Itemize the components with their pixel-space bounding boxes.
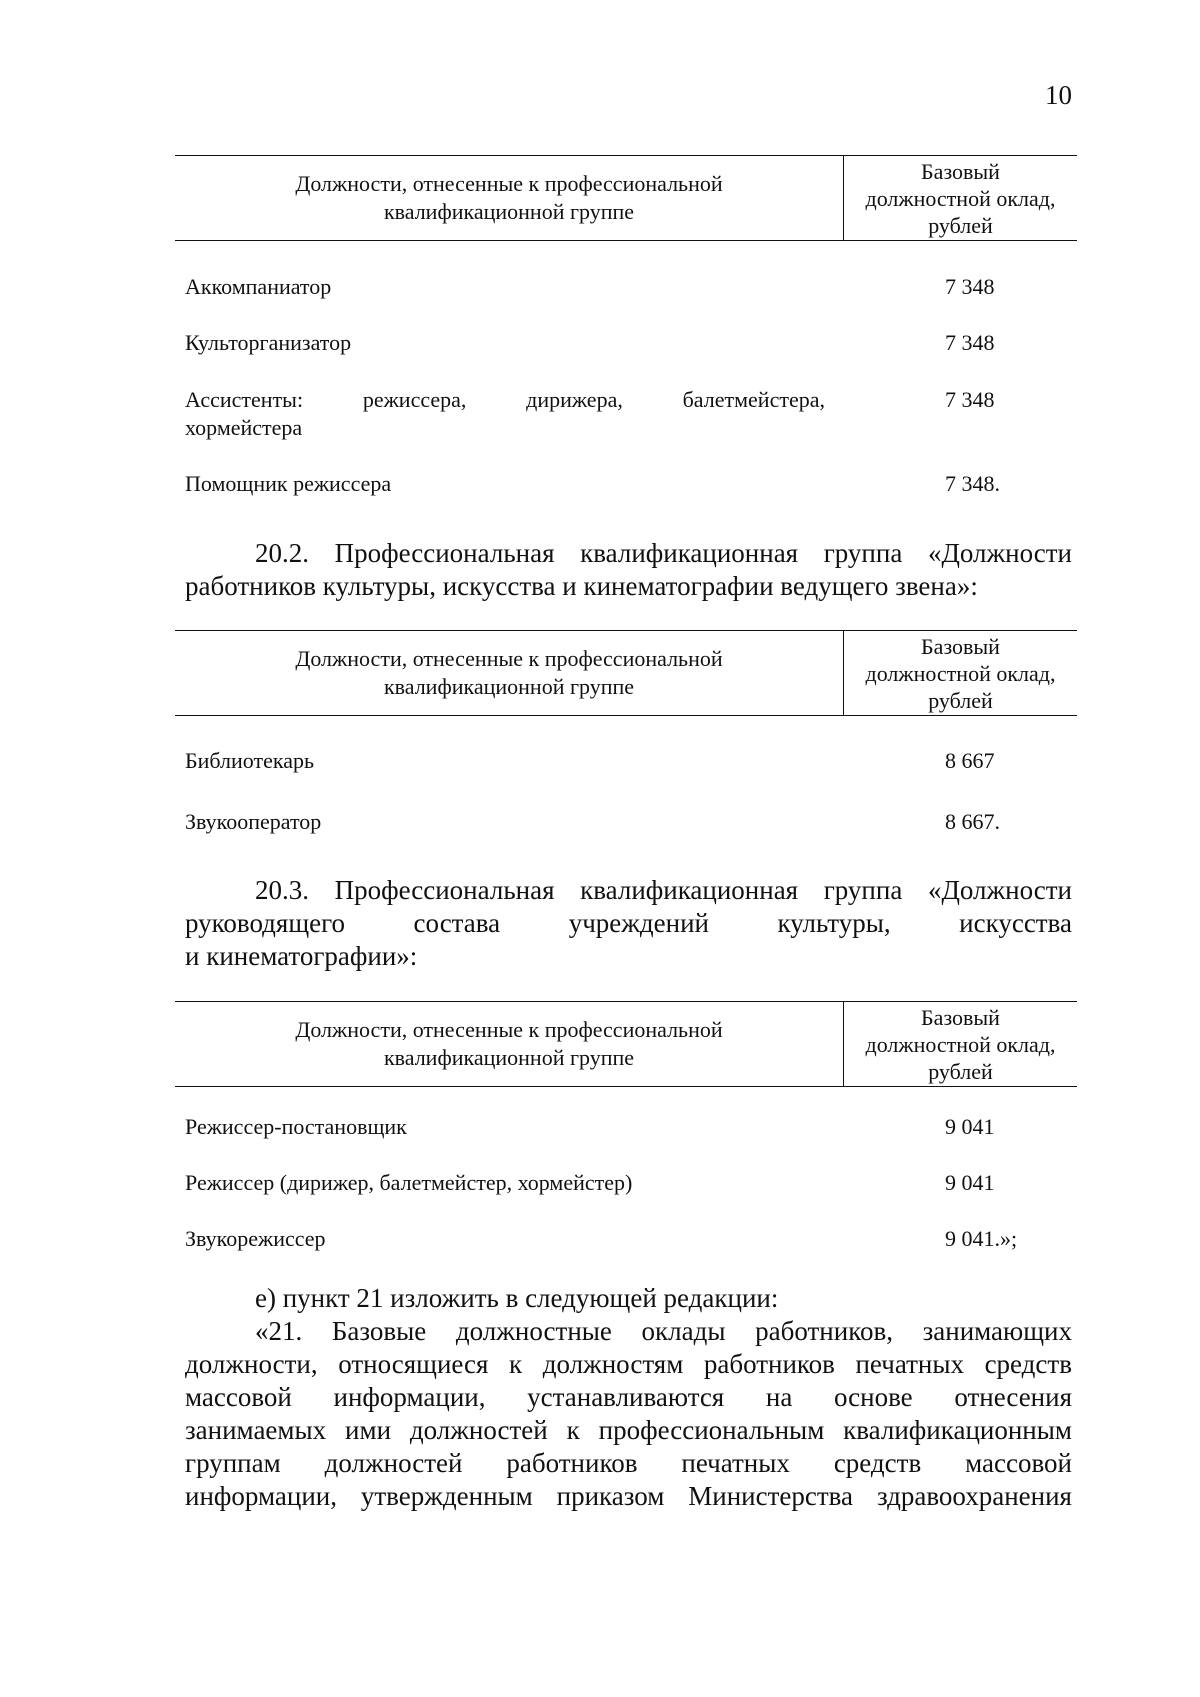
text-line [185,537,1072,570]
word: информации, [185,1481,337,1511]
word: Профессиональная [334,875,555,905]
word: Базовые [331,1316,427,1346]
text-line [185,874,1072,907]
word: печатных [855,1349,964,1379]
header-salary-cell [844,156,1077,240]
text-line [185,1381,1072,1414]
row-position: Звукорежиссер [185,1226,326,1251]
word: «21. [255,1316,303,1346]
word: 20.2. [255,538,309,568]
word: учреждений [568,908,709,938]
word: средств [984,1349,1072,1379]
salary-table-3 [175,1001,1077,1251]
word: основе [833,1382,913,1412]
text-line [185,1480,1072,1513]
word: руководящего [185,908,346,938]
word: относящиеся [338,1349,489,1379]
header-position-line: Должности, отнесенные к профессиональной [295,1017,723,1042]
word: печатных [681,1448,790,1478]
header-salary-line: Базовый [921,1004,1000,1030]
salary-table-1 [175,155,1077,496]
header-salary-cell [844,1002,1077,1086]
table-header [175,630,1077,716]
row-salary: 9 041 [945,1114,995,1139]
word: работников, [755,1316,893,1346]
row-position-word: дирижера, [526,387,623,412]
row-salary: 8 667 [945,748,995,773]
section-e-text [185,1282,1072,1513]
text-line: е) пункт 21 изложить в следующей редакции: [255,1283,779,1313]
word: Министерства [688,1481,854,1511]
word: «Должности [927,875,1072,905]
text-line: и кинематографии»: [185,941,418,971]
word: отнесения [954,1382,1072,1412]
section-20-2-text [185,537,1072,603]
page-number: 10 [1045,80,1072,110]
row-position: Звукооператор [185,809,322,834]
text-line [185,1348,1072,1381]
header-salary-line: Базовый [921,158,1000,184]
text-line: работников культуры, искусства и кинематографии ведущего звена»: [185,571,978,601]
word: «Должности [927,538,1072,568]
word: к [509,1349,523,1379]
word: массовой [185,1382,292,1412]
row-salary: 7 348 [945,330,995,355]
table-header [175,155,1077,241]
word: должностям [542,1349,684,1379]
header-salary-line: должностной оклад, [865,185,1056,211]
row-salary: 8 667. [945,809,1000,834]
word: информации, [333,1382,486,1412]
header-position-line: квалификационной группе [383,674,635,699]
word: должности, [185,1349,318,1379]
header-salary-line: рублей [928,212,993,238]
row-position: Культорганизатор [185,330,352,355]
header-position-line: квалификационной группе [383,1045,635,1070]
header-position-line: квалификационной группе [383,199,635,224]
header-salary-line: должностной оклад, [865,660,1056,686]
header-position-line: Должности, отнесенные к профессиональной [295,646,723,671]
header-salary-line: рублей [928,687,993,713]
header-position-cell [175,156,844,240]
word: профессиональным [598,1415,825,1445]
word: средств [833,1448,922,1478]
text-line [185,907,1072,940]
word: должностей [324,1448,463,1478]
word: культуры, [777,908,891,938]
word: должностей [409,1415,548,1445]
word: группа [823,538,903,568]
header-salary-line: Базовый [921,633,1000,659]
word: оклады [641,1316,726,1346]
salary-table-2 [175,630,1077,834]
row-salary: 7 348 [945,274,995,299]
word: Профессиональная [334,538,555,568]
word: занимающих [922,1316,1072,1346]
row-position-word: Ассистенты: [185,387,304,412]
word: занимаемых [185,1415,327,1445]
word: квалификационная [580,538,799,568]
header-position-cell [175,1002,844,1086]
word: приказом [556,1481,665,1511]
word: группам [185,1448,281,1478]
row-position [185,386,825,442]
word: группа [823,875,903,905]
word: к [566,1415,580,1445]
header-position-cell [175,631,844,715]
row-position: Режиссер (дирижер, балетмейстер, хормейстер) [185,1170,633,1195]
header-salary-cell [844,631,1077,715]
table-header [175,1001,1077,1087]
section-20-3-text [185,874,1072,973]
row-position: Библиотекарь [185,748,315,773]
word: ими [345,1415,392,1445]
word: устанавливаются [527,1382,725,1412]
word: работников [703,1349,835,1379]
row-position-word: балетмейстера, [682,387,825,412]
header-salary-line: рублей [928,1058,993,1084]
word: массовой [965,1448,1072,1478]
row-position: Помощник режиссера [185,471,392,496]
header-salary-line: должностной оклад, [865,1031,1056,1057]
row-salary: 7 348 [945,387,995,412]
word: на [765,1382,793,1412]
row-position-line2: хормейстера [185,415,303,440]
row-position: Аккомпаниатор [185,274,332,299]
word: работников [506,1448,638,1478]
row-salary: 9 041 [945,1170,995,1195]
header-position-line: Должности, отнесенные к профессиональной [295,171,723,196]
word: здравоохранения [876,1481,1072,1511]
word: квалификационная [580,875,799,905]
text-line [185,1414,1072,1447]
text-line [185,1315,1072,1348]
text-line [185,1447,1072,1480]
word: должностные [455,1316,612,1346]
word: искусства [959,908,1072,938]
word: утвержденным [360,1481,533,1511]
row-salary: 9 041.»; [945,1226,1018,1251]
word: 20.3. [255,875,309,905]
row-salary: 7 348. [945,471,1000,496]
row-position-word: режиссера, [362,387,467,412]
word: состава [413,908,501,938]
row-position: Режиссер-постановщик [185,1114,407,1139]
word: квалификационным [843,1415,1072,1445]
